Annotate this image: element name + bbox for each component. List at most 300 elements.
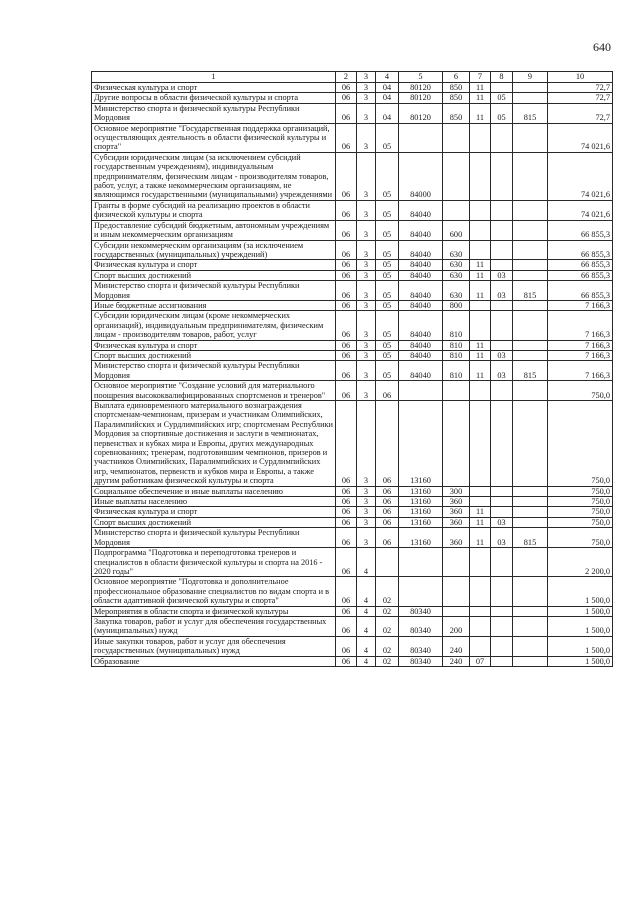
subdivision-cell (491, 606, 513, 616)
section-cell: 06 (336, 270, 357, 280)
column-header: 10 (548, 72, 613, 83)
subdivision-cell (491, 152, 513, 200)
expense-type-cell: 240 (443, 656, 470, 666)
item-name-cell: Физическая культура и спорт (92, 507, 336, 517)
division-cell: 11 (470, 517, 491, 527)
activity-cell: 06 (376, 381, 399, 401)
amount-cell: 750,0 (548, 497, 613, 507)
subprogram-cell: 3 (357, 401, 376, 487)
subprogram-cell: 3 (357, 83, 376, 93)
item-name-cell: Иные закупки товаров, работ и услуг для обеспечения государственных (муниципальных) нужд (92, 636, 336, 656)
activity-cell: 06 (376, 528, 399, 548)
ministry-code-cell (513, 486, 548, 496)
division-cell (470, 123, 491, 152)
target-code-cell: 80340 (399, 636, 443, 656)
target-code-cell (399, 381, 443, 401)
activity-cell: 06 (376, 486, 399, 496)
target-code-cell: 84040 (399, 340, 443, 350)
section-cell: 06 (336, 200, 357, 220)
expense-type-cell: 360 (443, 497, 470, 507)
amount-cell: 66 855,3 (548, 240, 613, 260)
ministry-code-cell (513, 517, 548, 527)
expense-type-cell: 630 (443, 281, 470, 301)
activity-cell: 05 (376, 240, 399, 260)
subprogram-cell: 3 (357, 486, 376, 496)
activity-cell: 05 (376, 270, 399, 280)
table-row (92, 93, 613, 103)
section-cell: 06 (336, 103, 357, 123)
section-cell: 06 (336, 486, 357, 496)
expense-type-cell (443, 548, 470, 577)
item-name-cell: Иные бюджетные ассигнования (92, 300, 336, 310)
table-row (92, 200, 613, 220)
activity-cell: 05 (376, 361, 399, 381)
table-body (92, 83, 613, 667)
ministry-code-cell (513, 350, 548, 360)
division-cell (470, 486, 491, 496)
division-cell (470, 577, 491, 606)
subprogram-cell: 4 (357, 656, 376, 666)
ministry-code-cell (513, 656, 548, 666)
amount-cell: 66 855,3 (548, 281, 613, 301)
expense-type-cell: 630 (443, 240, 470, 260)
expense-type-cell: 300 (443, 486, 470, 496)
table-row (92, 220, 613, 240)
section-cell: 06 (336, 577, 357, 606)
item-name-cell: Физическая культура и спорт (92, 260, 336, 270)
table-row (92, 517, 613, 527)
ministry-code-cell: 815 (513, 281, 548, 301)
ministry-code-cell (513, 507, 548, 517)
expense-type-cell: 850 (443, 103, 470, 123)
expense-type-cell (443, 123, 470, 152)
subprogram-cell: 3 (357, 517, 376, 527)
section-cell: 06 (336, 517, 357, 527)
section-cell: 06 (336, 528, 357, 548)
expense-type-cell: 360 (443, 507, 470, 517)
table-row (92, 577, 613, 606)
division-cell: 07 (470, 656, 491, 666)
ministry-code-cell (513, 616, 548, 636)
subdivision-cell (491, 260, 513, 270)
amount-cell: 7 166,3 (548, 361, 613, 381)
expense-type-cell: 630 (443, 270, 470, 280)
ministry-code-cell (513, 200, 548, 220)
subdivision-cell (491, 401, 513, 487)
section-cell: 06 (336, 350, 357, 360)
amount-cell: 7 166,3 (548, 340, 613, 350)
amount-cell: 72,7 (548, 93, 613, 103)
item-name-cell: Субсидии юридическим лицам (кроме некоммерческих организаций), индивидуальным предпринимателям, физическим лицам - производителям товаров, работ, услуг (92, 311, 336, 340)
subdivision-cell (491, 507, 513, 517)
expense-type-cell: 360 (443, 528, 470, 548)
subprogram-cell: 3 (357, 220, 376, 240)
table-row (92, 507, 613, 517)
target-code-cell: 84040 (399, 300, 443, 310)
ministry-code-cell: 815 (513, 528, 548, 548)
item-name-cell: Спорт высших достижений (92, 270, 336, 280)
column-header: 4 (376, 72, 399, 83)
header-row (92, 72, 613, 83)
page-number: 640 (593, 40, 611, 54)
activity-cell: 05 (376, 350, 399, 360)
item-name-cell: Министерство спорта и физической культуры Республики Мордовия (92, 281, 336, 301)
section-cell: 06 (336, 401, 357, 487)
target-code-cell: 80120 (399, 93, 443, 103)
table-row (92, 152, 613, 200)
division-cell: 11 (470, 270, 491, 280)
amount-cell: 7 166,3 (548, 350, 613, 360)
table-row (92, 270, 613, 280)
amount-cell: 74 021,6 (548, 152, 613, 200)
activity-cell: 02 (376, 656, 399, 666)
budget-table (91, 71, 613, 667)
activity-cell: 02 (376, 577, 399, 606)
amount-cell: 750,0 (548, 507, 613, 517)
section-cell: 06 (336, 123, 357, 152)
division-cell (470, 220, 491, 240)
division-cell (470, 311, 491, 340)
subprogram-cell: 3 (357, 240, 376, 260)
subdivision-cell: 03 (491, 361, 513, 381)
target-code-cell: 84000 (399, 152, 443, 200)
activity-cell: 06 (376, 507, 399, 517)
section-cell: 06 (336, 240, 357, 260)
item-name-cell: Гранты в форме субсидий на реализацию проектов в области физической культуры и спорта (92, 200, 336, 220)
subdivision-cell (491, 616, 513, 636)
activity-cell: 05 (376, 260, 399, 270)
expense-type-cell: 810 (443, 350, 470, 360)
expense-type-cell: 810 (443, 361, 470, 381)
ministry-code-cell (513, 260, 548, 270)
subdivision-cell (491, 636, 513, 656)
subprogram-cell: 4 (357, 616, 376, 636)
item-name-cell: Субсидии юридическим лицам (за исключением субсидий государственным учреждениям), индивидуальным предпринимателям, физическим лицам - производителям товаров, работ, услуг, а также некоммерческим организациям, не являющимся государственными (муниципальными) учреждениями (92, 152, 336, 200)
table-row (92, 350, 613, 360)
subdivision-cell (491, 656, 513, 666)
subprogram-cell: 3 (357, 528, 376, 548)
subdivision-cell (491, 200, 513, 220)
subdivision-cell: 03 (491, 528, 513, 548)
subprogram-cell: 3 (357, 340, 376, 350)
ministry-code-cell: 815 (513, 103, 548, 123)
expense-type-cell: 600 (443, 220, 470, 240)
subdivision-cell (491, 381, 513, 401)
table-row (92, 300, 613, 310)
amount-cell: 750,0 (548, 528, 613, 548)
target-code-cell: 84040 (399, 350, 443, 360)
activity-cell: 05 (376, 220, 399, 240)
ministry-code-cell (513, 381, 548, 401)
item-name-cell: Мероприятия в области спорта и физической культуры (92, 606, 336, 616)
ministry-code-cell (513, 497, 548, 507)
ministry-code-cell (513, 300, 548, 310)
table-row (92, 281, 613, 301)
activity-cell: 02 (376, 636, 399, 656)
section-cell: 06 (336, 260, 357, 270)
section-cell: 06 (336, 507, 357, 517)
target-code-cell: 84040 (399, 200, 443, 220)
ministry-code-cell (513, 311, 548, 340)
activity-cell: 05 (376, 311, 399, 340)
target-code-cell: 84040 (399, 281, 443, 301)
table-row (92, 656, 613, 666)
table-row (92, 361, 613, 381)
subdivision-cell (491, 240, 513, 260)
activity-cell: 05 (376, 152, 399, 200)
table-row (92, 103, 613, 123)
subprogram-cell: 3 (357, 300, 376, 310)
section-cell: 06 (336, 281, 357, 301)
item-name-cell: Основное мероприятие "Государственная поддержка организаций, осуществляющих деятельность в области физической культуры и спорта" (92, 123, 336, 152)
expense-type-cell: 850 (443, 93, 470, 103)
target-code-cell: 84040 (399, 240, 443, 260)
expense-type-cell: 240 (443, 636, 470, 656)
expense-type-cell (443, 577, 470, 606)
subprogram-cell: 4 (357, 606, 376, 616)
item-name-cell: Спорт высших достижений (92, 517, 336, 527)
ministry-code-cell (513, 220, 548, 240)
activity-cell: 06 (376, 517, 399, 527)
expense-type-cell: 850 (443, 83, 470, 93)
subprogram-cell: 3 (357, 381, 376, 401)
table-row (92, 606, 613, 616)
item-name-cell: Министерство спорта и физической культуры Республики Мордовия (92, 103, 336, 123)
table-row (92, 497, 613, 507)
section-cell: 06 (336, 220, 357, 240)
table-row (92, 486, 613, 496)
item-name-cell: Закупка товаров, работ и услуг для обеспечения государственных (муниципальных) нужд (92, 616, 336, 636)
subdivision-cell: 03 (491, 517, 513, 527)
subprogram-cell: 3 (357, 103, 376, 123)
target-code-cell: 80120 (399, 83, 443, 93)
subdivision-cell (491, 311, 513, 340)
section-cell: 06 (336, 656, 357, 666)
table-row (92, 83, 613, 93)
ministry-code-cell (513, 340, 548, 350)
subprogram-cell: 4 (357, 636, 376, 656)
expense-type-cell: 200 (443, 616, 470, 636)
ministry-code-cell (513, 83, 548, 93)
division-cell (470, 200, 491, 220)
subdivision-cell (491, 548, 513, 577)
subdivision-cell (491, 220, 513, 240)
section-cell: 06 (336, 83, 357, 93)
amount-cell: 72,7 (548, 103, 613, 123)
subprogram-cell: 3 (357, 270, 376, 280)
table-row (92, 381, 613, 401)
amount-cell: 74 021,6 (548, 200, 613, 220)
expense-type-cell (443, 200, 470, 220)
division-cell: 11 (470, 507, 491, 517)
target-code-cell: 80340 (399, 656, 443, 666)
column-header: 1 (92, 72, 336, 83)
section-cell: 06 (336, 93, 357, 103)
subprogram-cell: 3 (357, 350, 376, 360)
activity-cell: 04 (376, 103, 399, 123)
target-code-cell (399, 577, 443, 606)
item-name-cell: Министерство спорта и физической культуры Республики Мордовия (92, 361, 336, 381)
subdivision-cell: 03 (491, 281, 513, 301)
expense-type-cell: 810 (443, 311, 470, 340)
division-cell (470, 152, 491, 200)
amount-cell: 750,0 (548, 381, 613, 401)
column-header: 9 (513, 72, 548, 83)
subdivision-cell: 03 (491, 350, 513, 360)
ministry-code-cell (513, 401, 548, 487)
target-code-cell: 80120 (399, 103, 443, 123)
subdivision-cell (491, 83, 513, 93)
section-cell: 06 (336, 300, 357, 310)
section-cell: 06 (336, 497, 357, 507)
target-code-cell: 84040 (399, 220, 443, 240)
subprogram-cell: 3 (357, 497, 376, 507)
target-code-cell: 80340 (399, 606, 443, 616)
activity-cell: 05 (376, 281, 399, 301)
activity-cell: 06 (376, 497, 399, 507)
division-cell: 11 (470, 340, 491, 350)
section-cell: 06 (336, 616, 357, 636)
table-row (92, 528, 613, 548)
amount-cell: 2 200,0 (548, 548, 613, 577)
target-code-cell: 84040 (399, 270, 443, 280)
item-name-cell: Образование (92, 656, 336, 666)
ministry-code-cell (513, 606, 548, 616)
expense-type-cell: 360 (443, 517, 470, 527)
item-name-cell: Другие вопросы в области физической культуры и спорта (92, 93, 336, 103)
item-name-cell: Физическая культура и спорт (92, 83, 336, 93)
amount-cell: 66 855,3 (548, 220, 613, 240)
activity-cell: 06 (376, 401, 399, 487)
activity-cell: 04 (376, 83, 399, 93)
ministry-code-cell (513, 123, 548, 152)
division-cell (470, 548, 491, 577)
subprogram-cell: 3 (357, 361, 376, 381)
subdivision-cell: 05 (491, 93, 513, 103)
subdivision-cell (491, 577, 513, 606)
section-cell: 06 (336, 636, 357, 656)
subprogram-cell: 3 (357, 281, 376, 301)
subprogram-cell: 3 (357, 260, 376, 270)
amount-cell: 1 500,0 (548, 606, 613, 616)
division-cell: 11 (470, 83, 491, 93)
amount-cell: 750,0 (548, 486, 613, 496)
target-code-cell: 13160 (399, 507, 443, 517)
division-cell: 11 (470, 350, 491, 360)
amount-cell: 1 500,0 (548, 656, 613, 666)
subprogram-cell: 3 (357, 152, 376, 200)
item-name-cell: Основное мероприятие "Создание условий для материального поощрения высококвалифицированных спортсменов и тренеров" (92, 381, 336, 401)
table-row (92, 240, 613, 260)
amount-cell: 7 166,3 (548, 300, 613, 310)
expense-type-cell (443, 606, 470, 616)
target-code-cell: 84040 (399, 260, 443, 270)
ministry-code-cell (513, 152, 548, 200)
division-cell (470, 636, 491, 656)
expense-type-cell (443, 381, 470, 401)
item-name-cell: Подпрограмма "Подготовка и переподготовка тренеров и специалистов в области физической культуры и спорта на 2016 - 2020 годы" (92, 548, 336, 577)
ministry-code-cell (513, 577, 548, 606)
division-cell (470, 401, 491, 487)
target-code-cell: 84040 (399, 311, 443, 340)
division-cell: 11 (470, 93, 491, 103)
division-cell (470, 606, 491, 616)
subprogram-cell: 3 (357, 311, 376, 340)
section-cell: 06 (336, 152, 357, 200)
activity-cell: 04 (376, 93, 399, 103)
division-cell: 11 (470, 281, 491, 301)
division-cell (470, 616, 491, 636)
section-cell: 06 (336, 361, 357, 381)
column-header: 6 (443, 72, 470, 83)
activity-cell: 05 (376, 123, 399, 152)
column-header: 3 (357, 72, 376, 83)
division-cell (470, 300, 491, 310)
column-header: 5 (399, 72, 443, 83)
activity-cell: 02 (376, 616, 399, 636)
subprogram-cell: 4 (357, 548, 376, 577)
target-code-cell: 13160 (399, 517, 443, 527)
table-row (92, 311, 613, 340)
subprogram-cell: 3 (357, 507, 376, 517)
division-cell (470, 381, 491, 401)
division-cell: 11 (470, 103, 491, 123)
table-row (92, 616, 613, 636)
division-cell (470, 240, 491, 260)
amount-cell: 72,7 (548, 83, 613, 93)
subdivision-cell (491, 497, 513, 507)
expense-type-cell (443, 152, 470, 200)
target-code-cell: 13160 (399, 497, 443, 507)
item-name-cell: Основное мероприятие "Подготовка и дополнительное профессиональное образование специалистов по видам спорта и в области адаптивной физической культуры и спорта" (92, 577, 336, 606)
table-row (92, 260, 613, 270)
column-header: 7 (470, 72, 491, 83)
table-row (92, 548, 613, 577)
column-header: 8 (491, 72, 513, 83)
division-cell (470, 497, 491, 507)
ministry-code-cell (513, 548, 548, 577)
item-name-cell: Выплата единовременного материального вознаграждения спортсменам-чемпионам, призерам и участникам Олимпийских, Паралимпийских и Сурдлимпийских игр; спортсменам Республики Мордовия за спортивные достижения и заслуги в чемпионатах, первенствах и кубках мира и Европы, других международных соревнованиях; тренерам, подготовившим чемпионов, призеров и участников Олимпийских, Паралимпийских и Сурдлимпийских игр, чемпионатов, первенств и кубков мира и Европы, а также другим работникам физической культуры и спорта (92, 401, 336, 487)
section-cell: 06 (336, 548, 357, 577)
expense-type-cell: 800 (443, 300, 470, 310)
activity-cell: 05 (376, 340, 399, 350)
ministry-code-cell: 815 (513, 361, 548, 381)
section-cell: 06 (336, 340, 357, 350)
division-cell: 11 (470, 260, 491, 270)
subdivision-cell (491, 300, 513, 310)
section-cell: 06 (336, 381, 357, 401)
table-row (92, 401, 613, 487)
target-code-cell: 13160 (399, 486, 443, 496)
section-cell: 06 (336, 606, 357, 616)
target-code-cell (399, 123, 443, 152)
item-name-cell: Иные выплаты населению (92, 497, 336, 507)
activity-cell: 05 (376, 300, 399, 310)
target-code-cell (399, 548, 443, 577)
table-row (92, 636, 613, 656)
table-row (92, 123, 613, 152)
table-row (92, 340, 613, 350)
ministry-code-cell (513, 93, 548, 103)
target-code-cell: 84040 (399, 361, 443, 381)
item-name-cell: Предоставление субсидий бюджетным, автономным учреждениям и иным некоммерческим организациям (92, 220, 336, 240)
item-name-cell: Социальное обеспечение и иные выплаты населению (92, 486, 336, 496)
amount-cell: 1 500,0 (548, 577, 613, 606)
subprogram-cell: 3 (357, 200, 376, 220)
subdivision-cell: 03 (491, 270, 513, 280)
subdivision-cell (491, 486, 513, 496)
activity-cell (376, 548, 399, 577)
